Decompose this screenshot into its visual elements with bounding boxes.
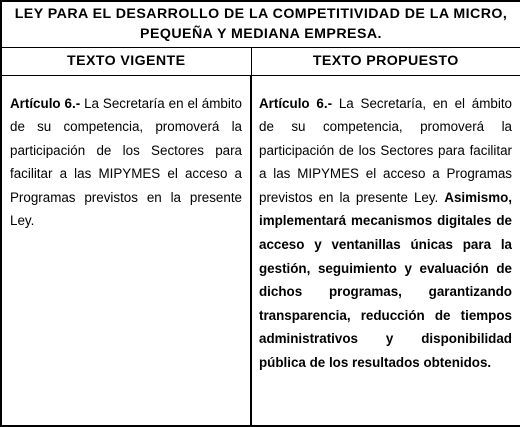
- proposed-article-label: Artículo 6.-: [259, 95, 333, 111]
- article-row: [1, 75, 520, 426]
- current-text-header: TEXTO VIGENTE: [1, 47, 251, 75]
- law-title: [1, 1, 520, 47]
- proposed-text-header: TEXTO PROPUESTO: [251, 47, 520, 75]
- column-header-row: [1, 47, 520, 75]
- proposed-text-cell: [251, 75, 520, 426]
- proposed-article-body: La Secretaría, en el ámbito de su competencia, promoverá la participación de los Sectores para facilitar a las MIPYMES el acceso a Programas previstos en la presente Ley.: [259, 95, 512, 205]
- law-title-line-2: PEQUEÑA Y MEDIANA EMPRESA.: [140, 26, 382, 43]
- law-title-line-1: LEY PARA EL DESARROLLO DE LA COMPETITIVIDAD DE LA MICRO,: [14, 6, 508, 23]
- proposed-added-text: Asimismo, implementará mecanismos digitales de acceso y ventanillas únicas para la gestión, seguimiento y evaluación de dichos programas, garantizando transparencia, reducción de tiempos administrativos y disponibilidad pública de los resultados obtenidos.: [259, 189, 512, 371]
- current-article-body: La Secretaría en el ámbito de su competencia, promoverá la participación de los Sectores para facilitar a las MIPYMES el acceso a Programas previstos en la presente Ley.: [10, 95, 243, 229]
- current-article-label: Artículo 6.-: [10, 95, 81, 111]
- title-row: [1, 1, 520, 47]
- current-text-cell: [1, 75, 251, 426]
